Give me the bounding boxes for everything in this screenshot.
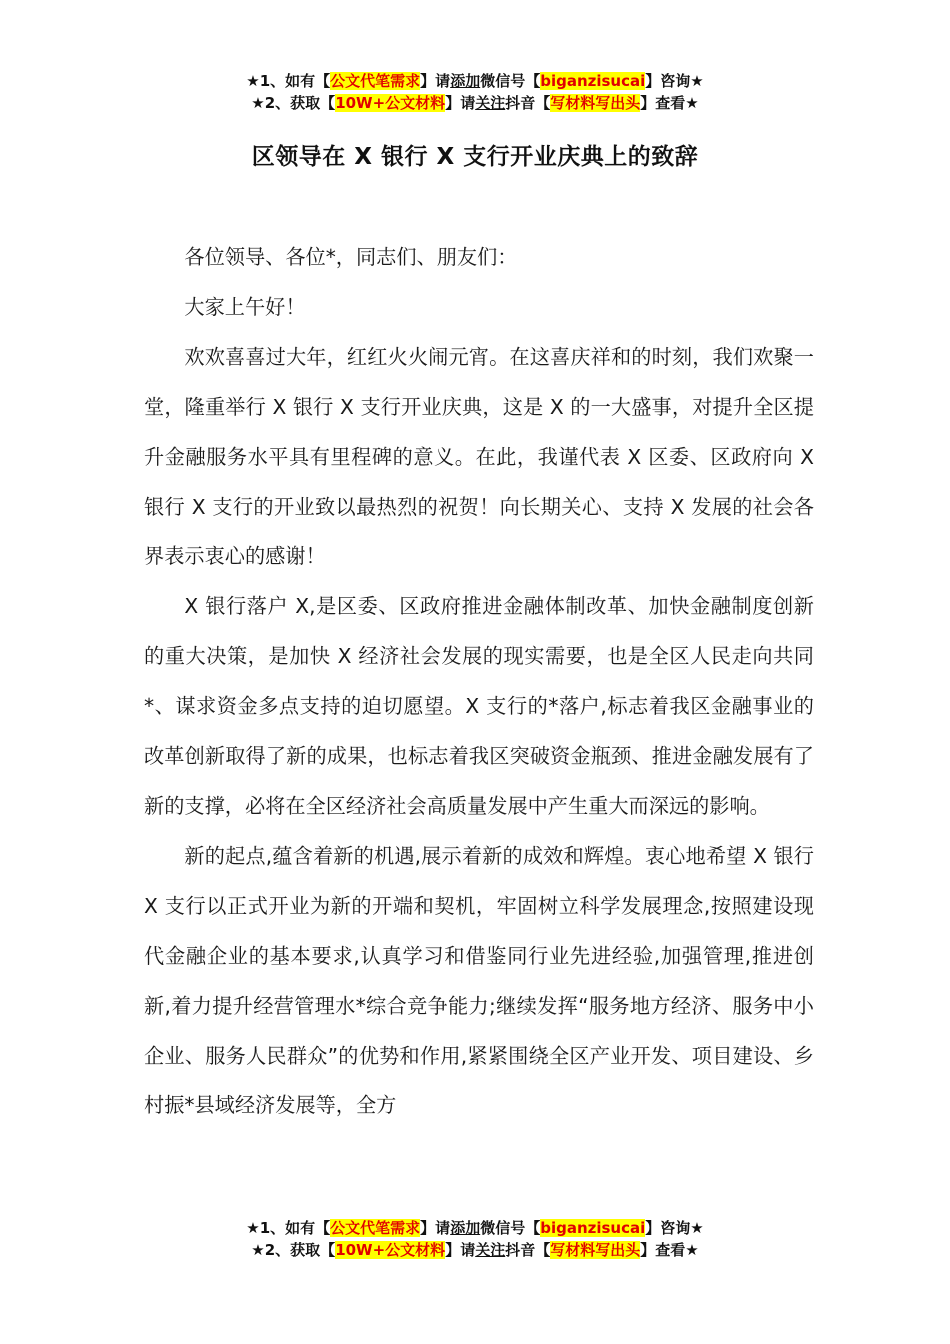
- document-body: [144, 233, 814, 1131]
- underlined-keyword: 关注: [475, 94, 506, 112]
- banner-text: 抖音【: [505, 94, 551, 112]
- highlighted-keyword: 10W+公文材料: [335, 94, 446, 112]
- header-banner: [0, 70, 950, 114]
- banner-text: 微信号【: [480, 72, 541, 90]
- banner-text: 2、获取【: [264, 94, 336, 112]
- highlighted-keyword: 10W+公文材料: [335, 1241, 446, 1259]
- star-icon: ★: [251, 94, 265, 112]
- banner-text: 抖音【: [505, 1241, 551, 1259]
- underlined-keyword: 添加: [450, 72, 481, 90]
- highlighted-keyword: 公文代笔需求: [330, 1219, 421, 1237]
- underlined-keyword: 关注: [475, 1241, 506, 1259]
- banner-text: 1、如有【: [259, 72, 331, 90]
- banner-text: 】咨询★: [645, 1219, 704, 1237]
- banner-text: 】请: [445, 94, 476, 112]
- footer-banner: [0, 1217, 950, 1261]
- greeting-paragraph: 大家上午好！: [184, 294, 306, 319]
- star-icon: ★: [246, 1219, 260, 1237]
- highlighted-keyword: 公文代笔需求: [330, 72, 421, 90]
- banner-text: 】请: [420, 72, 451, 90]
- star-icon: ★: [251, 1241, 265, 1259]
- banner-text: 】咨询★: [645, 72, 704, 90]
- douyin-account: 写材料写出头: [550, 94, 641, 112]
- douyin-account: 写材料写出头: [550, 1241, 641, 1259]
- body-paragraph: 新的起点,蕴含着新的机遇,展示着新的成效和辉煌。衷心地希望 X 银行 X 支行以正式开业为新的开端和契机，牢固树立科学发展理念,按照建设现代金融企业的基本要求,认真学习和借鉴同行业先进经验,加强管理,推进创新,着力提升经营管理水*综合竞争能力;继续发挥“服务地方经济、服务中小企业、服务人民群众”的优势和作用,紧紧围绕全区产业开发、项目建设、乡村振*县域经济发展等，全方: [144, 843, 814, 1118]
- banner-text: 】查看★: [640, 1241, 699, 1259]
- body-paragraph: X 银行落户 X,是区委、区政府推进金融体制改革、加快金融制度创新的重大决策，是加快 X 经济社会发展的现实需要，也是全区人民走向共同*、谋求资金多点支持的迫切愿望。X 支行的*落户,标志着我区金融事业的改革创新取得了新的成果，也标志着我区突破资金瓶颈、推进金融发展有了新的支撑，必将在全区经济社会高质量发展中产生重大而深远的影响。: [144, 594, 814, 818]
- star-icon: ★: [246, 72, 260, 90]
- document-title: 区领导在 X 银行 X 支行开业庆典上的致辞: [251, 144, 699, 170]
- banner-line-1: [0, 1217, 950, 1239]
- salutation-paragraph: 各位领导、各位*，同志们、朋友们：: [184, 245, 518, 269]
- banner-text: 微信号【: [480, 1219, 541, 1237]
- banner-text: 】请: [420, 1219, 451, 1237]
- banner-line-1: [0, 70, 950, 92]
- underlined-keyword: 添加: [450, 1219, 481, 1237]
- banner-line-2: [0, 1239, 950, 1261]
- wechat-id: biganzisucai: [540, 72, 646, 90]
- banner-line-2: [0, 92, 950, 114]
- banner-text: 2、获取【: [264, 1241, 336, 1259]
- banner-text: 】请: [445, 1241, 476, 1259]
- body-paragraph: 欢欢喜喜过大年，红红火火闹元宵。在这喜庆祥和的时刻，我们欢聚一堂，隆重举行 X 银行 X 支行开业庆典，这是 X 的一大盛事，对提升全区提升金融服务水平具有里程碑的意义。在此，我谨代表 X 区委、区政府向 X 银行 X 支行的开业致以最热烈的祝贺！向长期关心、支持 X 发展的社会各界表示衷心的感谢！: [144, 344, 814, 569]
- wechat-id: biganzisucai: [540, 1219, 646, 1237]
- banner-text: 】查看★: [640, 94, 699, 112]
- banner-text: 1、如有【: [259, 1219, 331, 1237]
